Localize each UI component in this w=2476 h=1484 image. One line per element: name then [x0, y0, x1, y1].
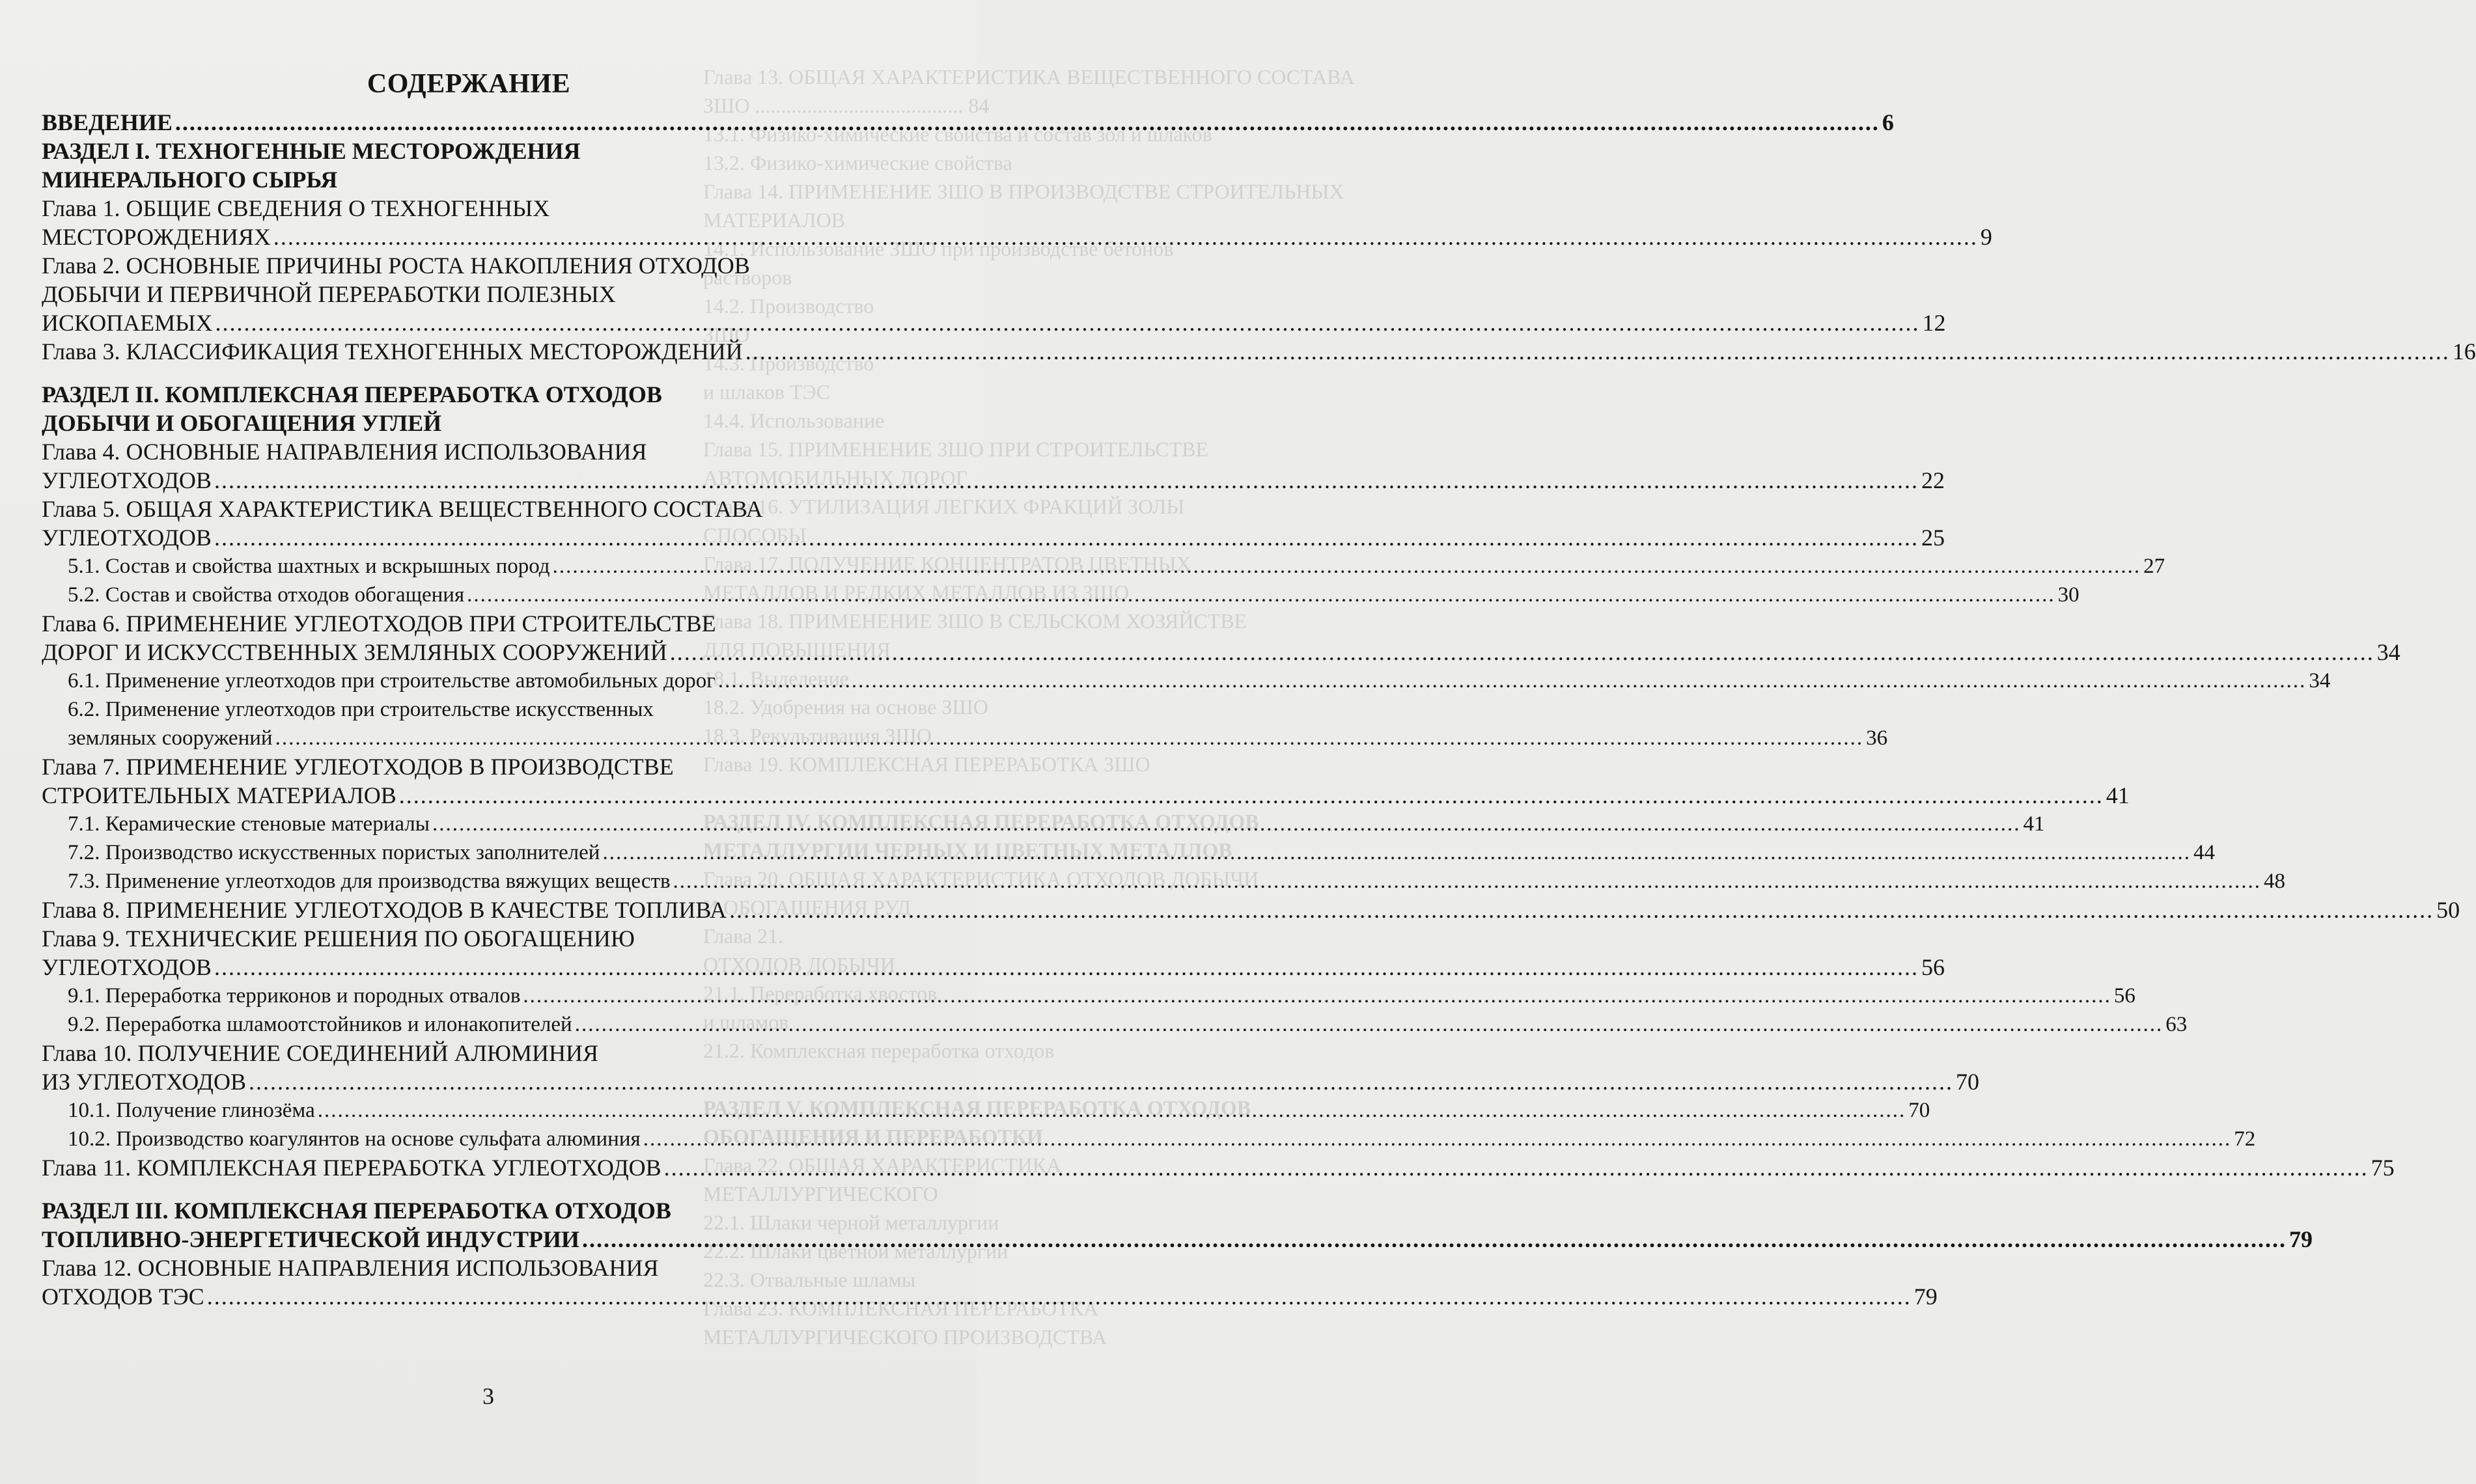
toc-entry-title: УГЛЕОТХОДОВ — [42, 954, 212, 980]
bleed-through-line: 14.1. Использование ЗШО при производстве бетонов — [703, 237, 1174, 260]
toc-entry-heading-line: Глава 10. ПОЛУЧЕНИЕ СОЕДИНЕНИЙ АЛЮМИНИЯ — [42, 1040, 598, 1066]
toc-entry-title: УГЛЕОТХОДОВ — [42, 467, 212, 493]
dot-leader — [207, 1282, 1912, 1311]
dot-leader — [273, 223, 1978, 251]
toc-entry-row — [42, 953, 1945, 982]
bleed-through-line: МЕТАЛЛУРГИИ ЧЕРНЫХ И ЦВЕТНЫХ МЕТАЛЛОВ — [703, 838, 1232, 862]
dot-leader — [670, 638, 2374, 666]
toc-entry-page: 16 — [2452, 338, 2476, 364]
dot-leader — [575, 1010, 2163, 1039]
toc-entry-page: 63 — [2165, 1013, 2188, 1036]
toc-entry-title: Глава 8. ПРИМЕНЕНИЕ УГЛЕОТХОДОВ В КАЧЕСТВЕ ТОПЛИВА — [42, 897, 727, 923]
toc-entry-title: ДОБЫЧИ И ОБОГАЩЕНИЯ УГЛЕЙ — [42, 410, 442, 436]
toc-entry-title: ИЗ УГЛЕОТХОДОВ — [42, 1069, 246, 1095]
bleed-through-line: 14.4. Использование — [703, 409, 885, 432]
bleed-through-line: Глава 18. ПРИМЕНЕНИЕ ЗШО В СЕЛЬСКОМ ХОЗЯЙСТВЕ — [703, 609, 1247, 633]
toc-entry-title: 7.2. Производство искусственных пористых заполнителей — [68, 841, 600, 864]
toc-entry-heading-line: Глава 4. ОСНОВНЫЕ НАПРАВЛЕНИЯ ИСПОЛЬЗОВАНИЯ — [42, 439, 647, 465]
toc-entry-section[interactable] — [42, 380, 896, 437]
bleed-through-line: МЕТАЛЛУРГИЧЕСКОГО — [703, 1182, 938, 1205]
toc-entry-page: 36 — [1866, 726, 1888, 750]
bleed-through-line: МЕТАЛЛОВ И РЕДКИХ МЕТАЛЛОВ ИЗ ЗШО — [703, 581, 1130, 604]
toc-entry-page: 44 — [2193, 841, 2215, 864]
bleed-through-line: Глава 21. — [703, 924, 784, 948]
toc-entry-page: 41 — [2106, 782, 2130, 808]
page-number: 3 — [482, 1383, 494, 1409]
toc-entry-sub[interactable] — [42, 695, 1888, 752]
bleed-through-line: ОБОГАЩЕНИЯ И ПЕРЕРАБОТКИ — [703, 1125, 1043, 1148]
bleed-through-line: Глава 19. КОМПЛЕКСНАЯ ПЕРЕРАБОТКА ЗШО — [703, 752, 1150, 776]
dot-leader — [745, 337, 2450, 366]
toc-entry-title: 9.2. Переработка шламоотстойников и илонакопителей — [68, 1013, 572, 1036]
bleed-through-line: 13.2. Физико-химические свойства — [703, 151, 1012, 174]
toc-entry-page: 56 — [2113, 984, 2135, 1008]
toc-entry-page: 48 — [2264, 870, 2286, 893]
bleed-through-line: Глава 23. КОМПЛЕКСНАЯ ПЕРЕРАБОТКА — [703, 1297, 1099, 1320]
dot-leader — [467, 581, 2055, 609]
dot-leader — [582, 1225, 2287, 1254]
toc-entry-title: 7.3. Применение углеотходов для производства вяжущих веществ — [68, 870, 671, 893]
toc-entry-heading-line: Глава 12. ОСНОВНЫЕ НАПРАВЛЕНИЯ ИСПОЛЬЗОВАНИЯ — [42, 1255, 659, 1281]
toc-entry-title: 5.2. Состав и свойства отходов обогащения — [68, 583, 465, 607]
toc-entry-heading-line: Глава 1. ОБЩИЕ СВЕДЕНИЯ О ТЕХНОГЕННЫХ — [42, 195, 550, 221]
bleed-through-line: Глава 22. ОБЩАЯ ХАРАКТЕРИСТИКА — [703, 1153, 1062, 1177]
bleed-through-line: 18.3. Рекультивация ЗШО — [703, 724, 932, 747]
dot-leader — [275, 724, 1864, 752]
toc-entry-heading-line: 6.2. Применение углеотходов при строительстве искусственных — [68, 698, 654, 721]
bleed-through-line: Глава 15. ПРИМЕНЕНИЕ ЗШО ПРИ СТРОИТЕЛЬСТВЕ — [703, 437, 1209, 461]
bleed-through-line: 22.1. Шлаки черной металлургии — [703, 1211, 999, 1234]
toc-entry-page: 27 — [2143, 555, 2165, 578]
dot-leader — [673, 867, 2262, 896]
dot-leader — [729, 896, 2434, 924]
toc-entry-chapter[interactable] — [42, 1153, 2395, 1182]
toc-entry-title: Глава 11. КОМПЛЕКСНАЯ ПЕРЕРАБОТКА УГЛЕОТХОДОВ — [42, 1155, 661, 1181]
toc-entry-row — [42, 523, 1945, 552]
dot-leader — [643, 1125, 2232, 1153]
toc-entry-title: 5.1. Состав и свойства шахтных и вскрышных пород — [68, 555, 550, 578]
toc-entry-row — [42, 337, 2476, 366]
toc-entry-sub[interactable] — [42, 1125, 2256, 1153]
toc-entry-row — [42, 1067, 1979, 1096]
toc-entry-title: 6.1. Применение углеотходов при строительстве автомобильных дорог — [68, 669, 716, 693]
toc-entry-row — [68, 982, 2135, 1010]
bleed-through-line: Глава 14. ПРИМЕНЕНИЕ ЗШО В ПРОИЗВОДСТВЕ СТРОИТЕЛЬНЫХ — [703, 180, 1344, 203]
toc-entry-heading-line: Глава 7. ПРИМЕНЕНИЕ УГЛЕОТХОДОВ В ПРОИЗВОДСТВЕ — [42, 754, 674, 780]
bleed-through-line: 14.3. Производство — [703, 351, 874, 375]
toc-entry-title: Глава 3. КЛАССИФИКАЦИЯ ТЕХНОГЕННЫХ МЕСТОРОЖДЕНИЙ — [42, 338, 743, 364]
dot-leader — [214, 953, 1919, 982]
toc-entry-heading-line: Глава 6. ПРИМЕНЕНИЕ УГЛЕОТХОДОВ ПРИ СТРОИТЕЛЬСТВЕ — [42, 611, 716, 637]
toc-entry-row — [68, 666, 2331, 695]
toc-entry-sub[interactable] — [42, 666, 2331, 695]
toc-entry-title: ТОПЛИВНО-ЭНЕРГЕТИЧЕСКОЙ ИНДУСТРИИ — [42, 1226, 579, 1252]
bleed-through-line: И ОБОГАЩЕНИЯ РУД — [703, 896, 911, 919]
toc-entry-heading-line: РАЗДЕЛ II. КОМПЛЕКСНАЯ ПЕРЕРАБОТКА ОТХОДОВ — [42, 381, 662, 407]
toc-entry-title: 10.1. Получение глинозёма — [68, 1099, 315, 1122]
bleed-through-line: 18.2. Удобрения на основе ЗШО — [703, 695, 988, 719]
toc-entry-page: 75 — [2371, 1155, 2395, 1181]
dot-leader — [318, 1096, 1906, 1125]
toc-entry-page: 30 — [2057, 583, 2080, 607]
toc-entry-sub[interactable] — [42, 1010, 2188, 1039]
dot-leader — [664, 1153, 2369, 1182]
toc-entry-row — [42, 1153, 2395, 1182]
bleed-through-line: 21.1. Переработка хвостов — [703, 982, 938, 1005]
bleed-through-line: ЗШО ........................................ 84 — [703, 94, 990, 117]
toc-entry-title: ВВЕДЕНИЕ — [42, 109, 173, 135]
dot-leader — [432, 810, 2021, 838]
bleed-through-line: 18.1. Выделение — [703, 666, 849, 690]
toc-entry-title: ИСКОПАЕМЫХ — [42, 310, 213, 336]
bleed-through-line: 22.2. Шлаки цветной металлургии — [703, 1239, 1008, 1263]
toc-entry-row — [42, 466, 1945, 495]
toc-entry-chapter[interactable] — [42, 924, 1945, 982]
toc-entry-heading-line: Глава 2. ОСНОВНЫЕ ПРИЧИНЫ РОСТА НАКОПЛЕНИЯ ОТХОДОВ ДОБЫЧИ И ПЕРВИЧНОЙ ПЕРЕРАБОТКИ ПОЛЕЗНЫХ — [42, 253, 750, 307]
toc-entry-title: УГЛЕОТХОДОВ — [42, 525, 212, 551]
bleed-through-line: растворов — [703, 266, 792, 289]
toc-entry-heading-line: Глава 5. ОБЩАЯ ХАРАКТЕРИСТИКА ВЕЩЕСТВЕННОГО СОСТАВА — [42, 496, 763, 522]
toc-entry-title: 7.1. Керамические стеновые материалы — [68, 812, 430, 836]
bleed-through-line: Глава 20. ОБЩАЯ ХАРАКТЕРИСТИКА ОТХОДОВ ДОБЫЧИ — [703, 867, 1259, 890]
dot-leader — [216, 309, 1920, 337]
toc-entry-row — [42, 896, 2460, 924]
toc-entry-page: 12 — [1922, 310, 1946, 336]
bleed-through-line: МАТЕРИАЛОВ — [703, 208, 846, 232]
page-title: СОДЕРЖАНИЕ — [367, 69, 571, 99]
bleed-through-line: МЕТАЛЛУРГИЧЕСКОГО ПРОИЗВОДСТВА — [703, 1325, 1107, 1349]
toc-entry-heading-line: РАЗДЕЛ I. ТЕХНОГЕННЫЕ МЕСТОРОЖДЕНИЯ — [42, 138, 581, 164]
toc-entry-row — [68, 1125, 2256, 1153]
dot-leader — [553, 552, 2141, 581]
dot-leader — [602, 838, 2191, 867]
toc-entry-chapter[interactable] — [42, 1039, 1979, 1096]
toc-entry-title: земляных сооружений — [68, 726, 273, 750]
toc-entry-row — [42, 409, 896, 437]
toc-entry-page: 70 — [1955, 1069, 1979, 1095]
bleed-through-line: РАЗДЕЛ V. КОМПЛЕКСНАЯ ПЕРЕРАБОТКА ОТХОДОВ — [703, 1096, 1251, 1120]
toc-entry-page: 34 — [2376, 639, 2400, 665]
dot-leader — [249, 1067, 1953, 1096]
bleed-through-line: и шламов — [703, 1010, 789, 1034]
toc-entry-page: 6 — [1882, 109, 1894, 135]
toc-entry-chapter[interactable] — [42, 251, 1946, 337]
dot-leader — [214, 523, 1919, 552]
toc-entry-row — [42, 309, 1946, 337]
toc-entry-row — [68, 724, 1888, 752]
dot-leader — [523, 982, 2111, 1010]
bleed-through-line: 22.3. Отвальные шламы — [703, 1268, 916, 1291]
bleed-through-line: Глава 13. ОБЩАЯ ХАРАКТЕРИСТИКА ВЕЩЕСТВЕННОГО СОСТАВА — [703, 65, 1355, 89]
toc-entry-page: 22 — [1921, 467, 1945, 493]
toc-entry-page: 79 — [2289, 1226, 2313, 1252]
toc-entry-page: 34 — [2309, 669, 2331, 693]
toc-entry-page: 50 — [2436, 897, 2460, 923]
toc-entry-row — [68, 1010, 2188, 1039]
dot-leader — [718, 666, 2307, 695]
bleed-through-line: 14.2. Производство — [703, 294, 874, 318]
toc-entry-page: 9 — [1980, 224, 1992, 250]
toc-entry-title: ОТХОДОВ ТЭС — [42, 1284, 204, 1310]
toc-entry-heading-line: РАЗДЕЛ III. КОМПЛЕКСНАЯ ПЕРЕРАБОТКА ОТХОДОВ — [42, 1198, 671, 1224]
toc-entry-chapter[interactable] — [42, 896, 2460, 924]
bleed-through-line: ЗШО — [703, 323, 750, 346]
toc-entry-page: 79 — [1913, 1284, 1938, 1310]
bleed-through-line: РАЗДЕЛ IV. КОМПЛЕКСНАЯ ПЕРЕРАБОТКА ОТХОДОВ — [703, 810, 1259, 833]
toc-entry-title: МИНЕРАЛЬНОГО СЫРЬЯ — [42, 167, 338, 193]
toc-entry-sub[interactable] — [42, 982, 2135, 1010]
bleed-through-line: АВТОМОБИЛЬНЫХ ДОРОГ — [703, 466, 968, 489]
bleed-through-line: и шлаков ТЭС — [703, 380, 830, 404]
toc-entry-section[interactable] — [42, 137, 896, 194]
toc-entry-title: МЕСТОРОЖДЕНИЯХ — [42, 224, 271, 250]
toc-entry-page: 70 — [1908, 1099, 1930, 1122]
bleed-through-line: 13.1. Физико-химические свойства и состав зол и шлаков — [703, 122, 1212, 146]
toc-entry-page: 72 — [2234, 1127, 2256, 1151]
dot-leader — [214, 466, 1919, 495]
bleed-through-line: Глава 16. УТИЛИЗАЦИЯ ЛЕГКИХ ФРАКЦИЙ ЗОЛЫ — [703, 495, 1185, 518]
toc-entry-row — [42, 638, 2400, 666]
bleed-through-line: 21.2. Комплексная переработка отходов — [703, 1039, 1055, 1062]
bleed-through-line: ОТХОДОВ ДОБЫЧИ — [703, 953, 896, 976]
toc-entry-page: 25 — [1921, 525, 1945, 551]
bleed-through-line: СПОСОБЫ — [703, 523, 807, 547]
toc-entry-heading-line: Глава 9. ТЕХНИЧЕСКИЕ РЕШЕНИЯ ПО ОБОГАЩЕНИЮ — [42, 926, 635, 952]
bleed-through-line: Глава 17. ПОЛУЧЕНИЕ КОНЦЕНТРАТОВ ЦВЕТНЫХ — [703, 552, 1191, 575]
toc-entry-title: СТРОИТЕЛЬНЫХ МАТЕРИАЛОВ — [42, 782, 396, 808]
toc-entry-page: 56 — [1921, 954, 1945, 980]
toc-entry-row — [42, 165, 896, 194]
toc-entry-title: 9.1. Переработка терриконов и породных отвалов — [68, 984, 521, 1008]
toc-entry-page: 41 — [2023, 812, 2045, 836]
toc-entry-row — [42, 781, 2130, 810]
dot-leader — [175, 108, 1880, 137]
bleed-through-line: ДЛЯ ПОВЫШЕНИЯ — [703, 638, 891, 661]
dot-leader — [399, 781, 2104, 810]
toc-entry-title: ДОРОГ И ИСКУССТВЕННЫХ ЗЕМЛЯНЫХ СООРУЖЕНИЙ — [42, 639, 667, 665]
toc-entry-title: 10.2. Производство коагулянтов на основе сульфата алюминия — [68, 1127, 641, 1151]
toc-entry-chapter[interactable] — [42, 337, 2476, 366]
